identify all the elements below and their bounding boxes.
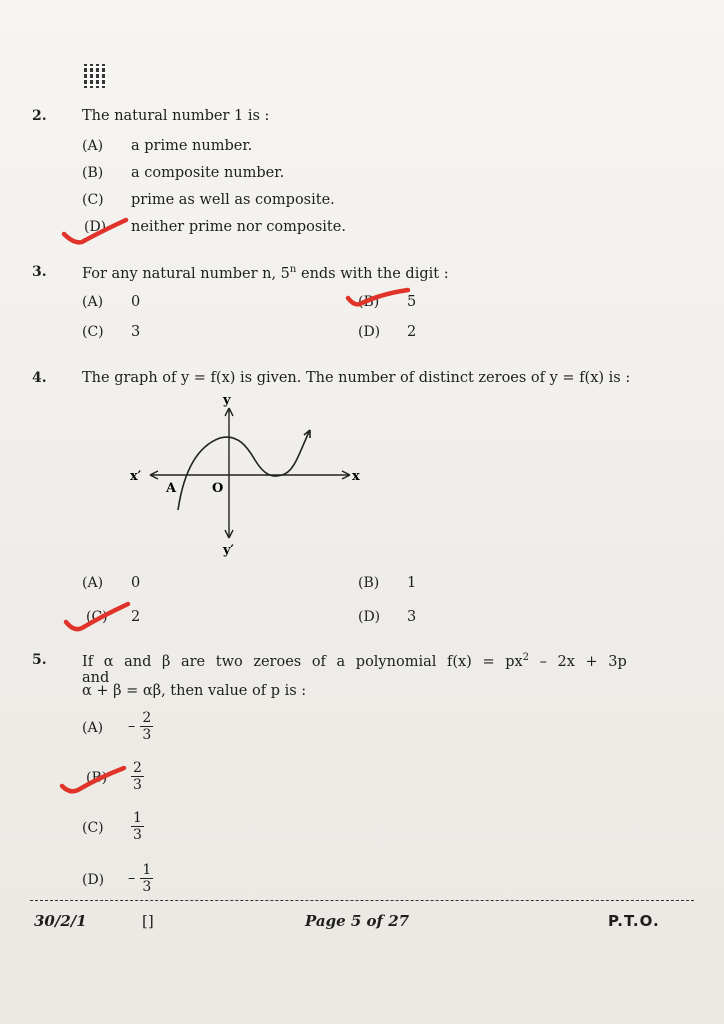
q2-option-d-text: neither prime nor composite. xyxy=(131,219,346,235)
q3-option-c-text: 3 xyxy=(131,324,141,340)
q4-option-b-letter: (B) xyxy=(358,575,380,591)
q4-answer-tick-icon xyxy=(62,600,132,636)
question-4-stem: The graph of y = f(x) is given. The number of distinct zeroes of y = f(x) is : xyxy=(82,370,631,386)
q4-option-b-text: 1 xyxy=(407,575,417,591)
question-4-number: 4. xyxy=(32,370,47,386)
x-neg-axis-label: x′ xyxy=(130,469,142,484)
q2-option-a-text: a prime number. xyxy=(131,138,253,154)
question-3-stem: For any natural number n, 5$^n$ ends with the digit : xyxy=(82,264,449,282)
q4-option-c-text: 2 xyxy=(131,609,141,625)
page-number: Page 5 of 27 xyxy=(305,912,410,930)
q5-option-a-value: – $\frac{2}{3}$ xyxy=(128,710,152,743)
function-graph xyxy=(130,388,360,558)
question-5-stem-line1: If α and β are two zeroes of a polynomial $f(x) = px^2 - 2x + 3p$ and xyxy=(82,652,627,686)
q5-option-c-value: $\frac{1}{3}$ xyxy=(133,810,142,843)
x-axis-label: x xyxy=(352,469,360,484)
pto-label: P.T.O. xyxy=(608,912,660,930)
q2-option-b-text: a composite number. xyxy=(131,165,285,181)
q2-option-b-letter: (B) xyxy=(82,165,104,181)
q3-option-c-letter: (C) xyxy=(82,324,104,340)
q2-answer-tick-icon xyxy=(60,214,130,248)
question-5-stem-line2: α + β = αβ, then value of p is : xyxy=(82,683,307,699)
footer-bracket: [] xyxy=(142,912,154,930)
paper-code: 30/2/1 xyxy=(34,912,87,930)
q5-option-d-letter: (D) xyxy=(82,872,105,888)
q3-option-a-text: 0 xyxy=(131,294,141,310)
q5-option-d-value: – $\frac{1}{3}$ xyxy=(128,862,152,895)
question-2-stem: The natural number 1 is : xyxy=(82,108,270,124)
q4-option-c-letter: (C) xyxy=(86,609,108,625)
point-a-label: A xyxy=(166,481,177,496)
q2-option-d-letter: (D) xyxy=(84,219,107,235)
q5-answer-tick-icon xyxy=(58,764,128,800)
q3-option-b-letter: (B) xyxy=(358,294,380,310)
origin-label: O xyxy=(212,481,224,496)
q4-option-a-text: 0 xyxy=(131,575,141,591)
q2-option-c-letter: (C) xyxy=(82,192,104,208)
question-3-number: 3. xyxy=(32,264,47,280)
y-axis-label: y xyxy=(223,393,231,408)
function-curve xyxy=(178,430,310,510)
q5-option-a-letter: (A) xyxy=(82,720,104,736)
q3-answer-tick-icon xyxy=(344,286,417,314)
q4-option-a-letter: (A) xyxy=(82,575,104,591)
qr-code-icon xyxy=(84,64,108,88)
q3-option-a-letter: (A) xyxy=(82,294,104,310)
q5-option-b-letter: (B) xyxy=(86,770,108,786)
y-neg-axis-label: y′ xyxy=(223,543,234,558)
q5-option-c-letter: (C) xyxy=(82,820,104,836)
q5-option-b-value: $\frac{2}{3}$ xyxy=(133,760,142,793)
q4-option-d-letter: (D) xyxy=(358,609,381,625)
q2-option-c-text: prime as well as composite. xyxy=(131,192,335,208)
q3-option-b-text: 5 xyxy=(407,294,417,310)
q4-option-d-text: 3 xyxy=(407,609,417,625)
footer-divider xyxy=(30,900,694,901)
q3-option-d-text: 2 xyxy=(407,324,417,340)
q3-option-d-letter: (D) xyxy=(358,324,381,340)
q2-option-a-letter: (A) xyxy=(82,138,104,154)
question-2-number: 2. xyxy=(32,108,47,124)
question-5-number: 5. xyxy=(32,652,47,668)
